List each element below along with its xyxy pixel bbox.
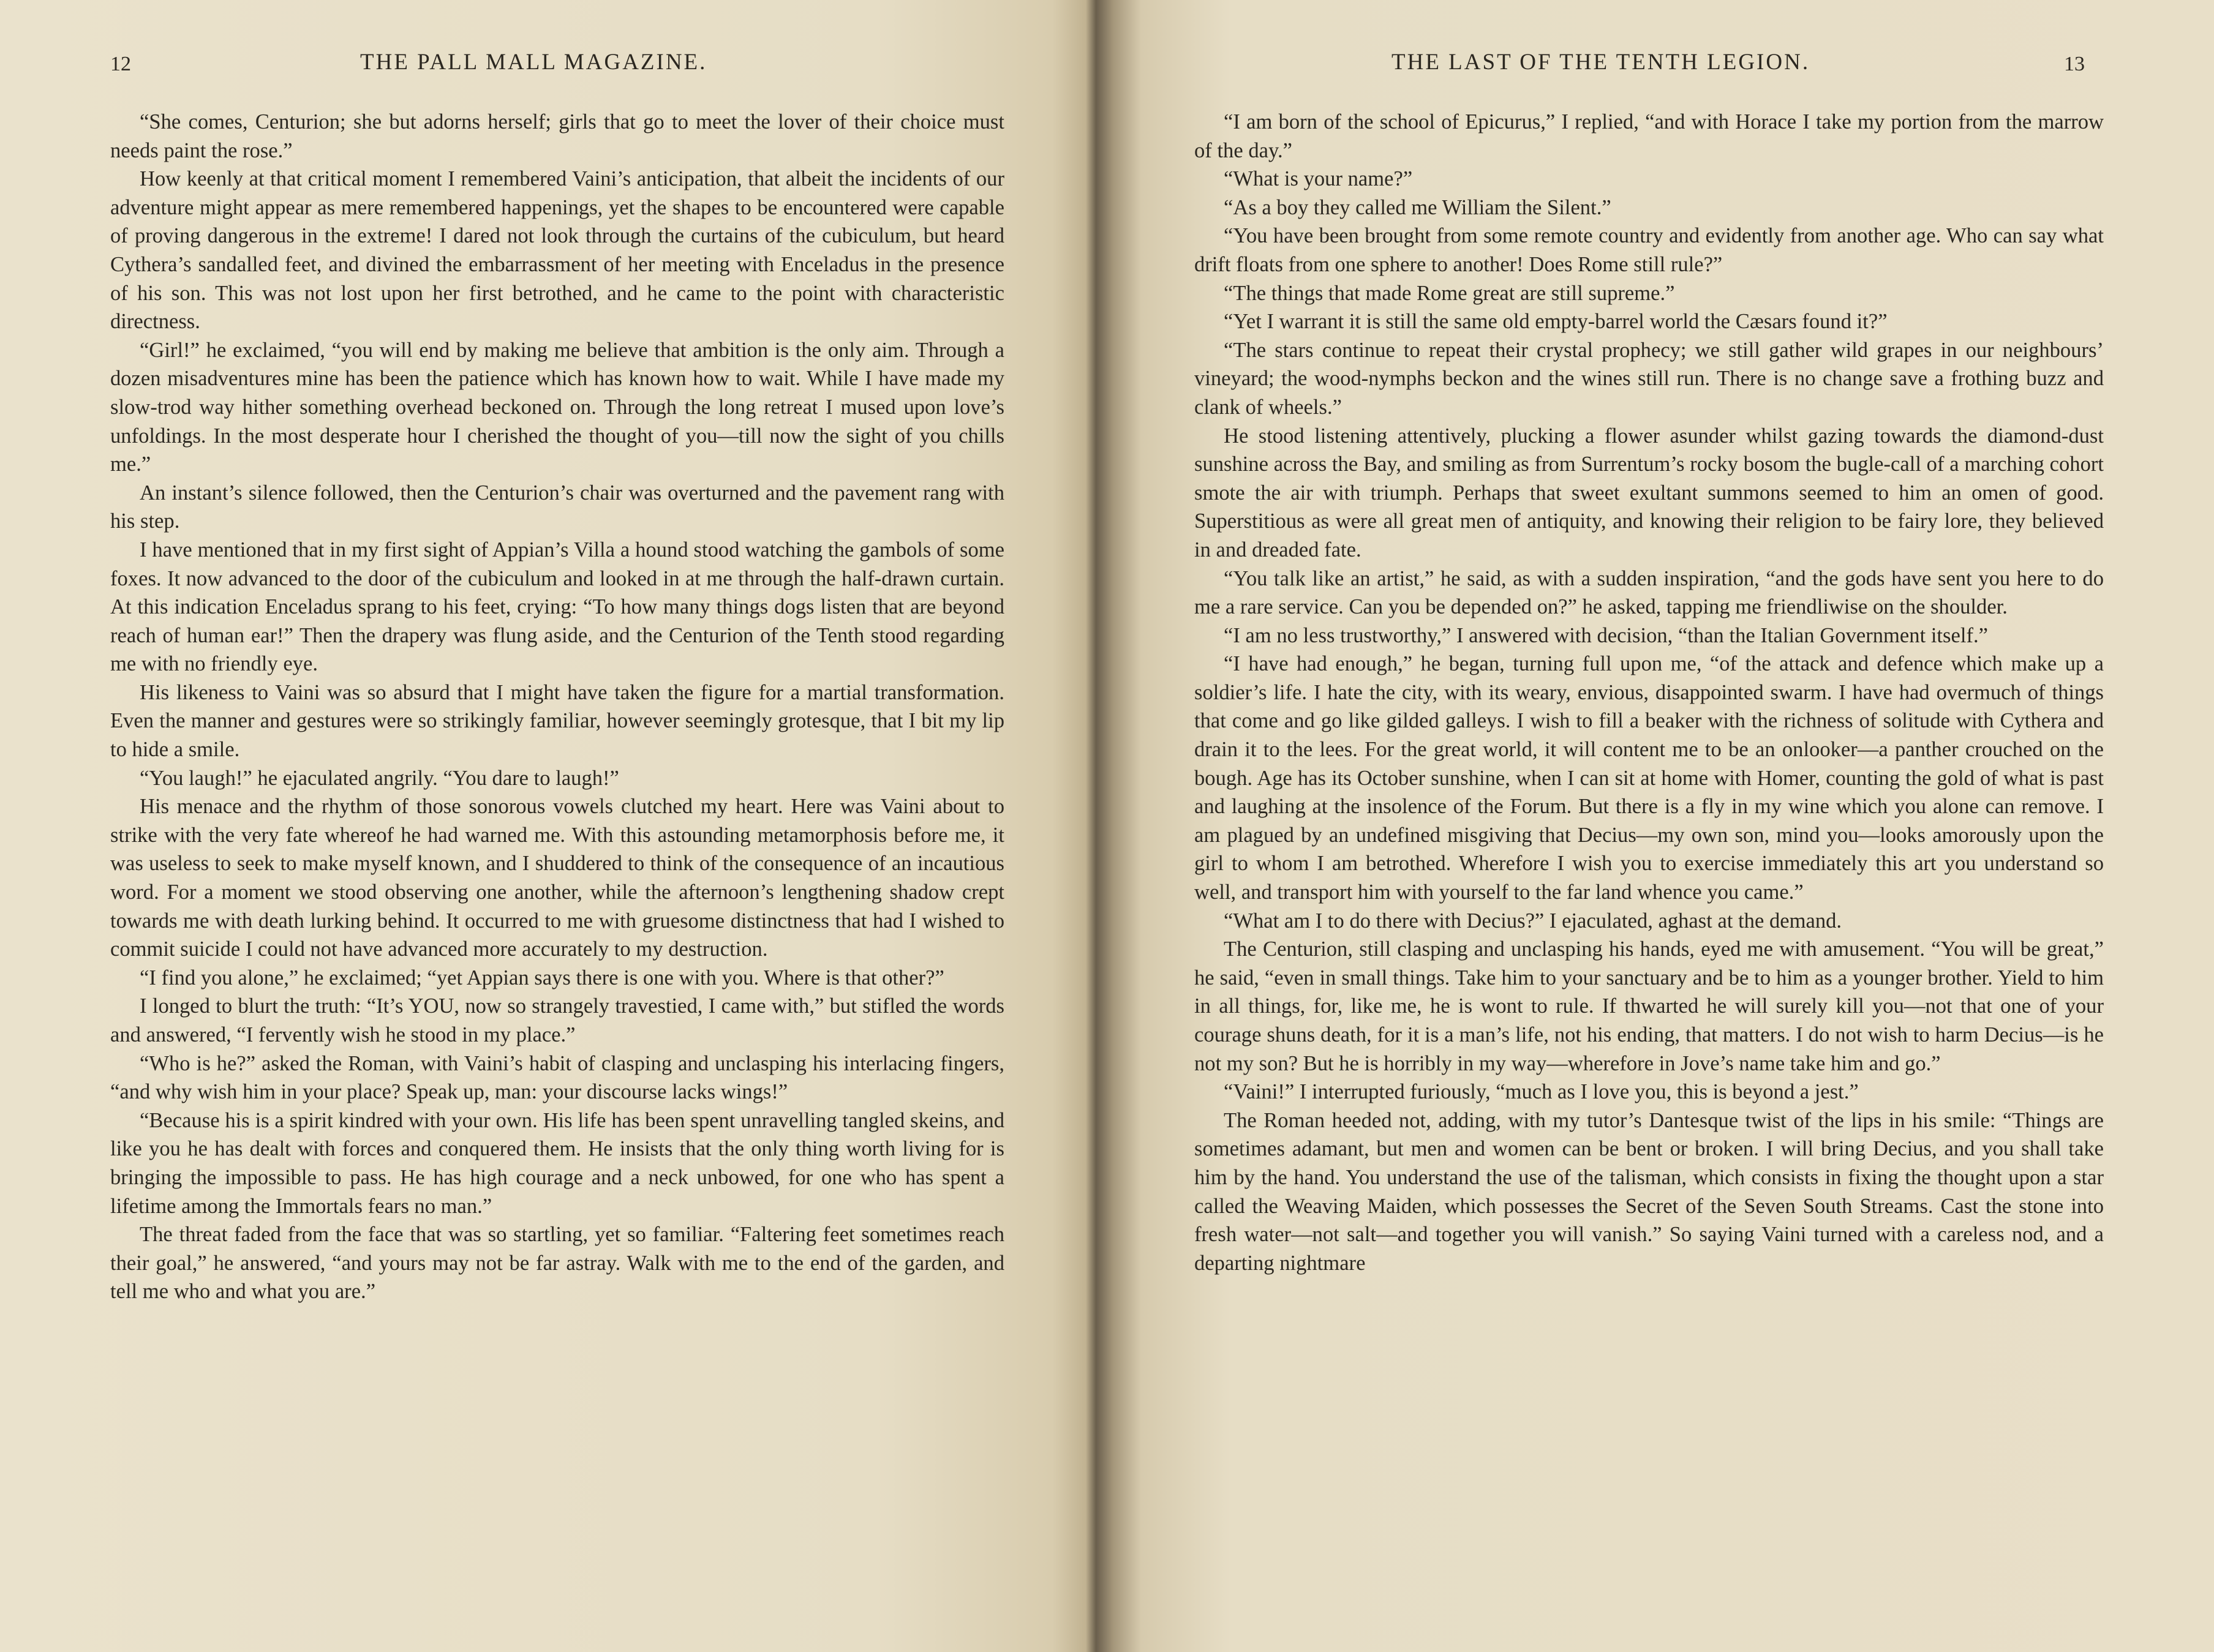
- paragraph: “What am I to do there with Decius?” I ejaculated, aghast at the demand.: [1224, 909, 1842, 933]
- paragraph: The threat faded from the face that was so startling, yet so familiar. “Faltering feet sometimes reach their goal,” he answered, “and yours may not be far astray. Walk with me to the end of the garden, and tell me who and what you are.”: [110, 1223, 1004, 1304]
- paragraph: “I have had enough,” he began, turning full upon me, “of the attack and defence which make up a soldier’s life. I hate the city, with its weary, envious, disappointed swarm. I have had overmuch of things that come and go like gilded galleys. I wish to fill a beaker with the richness of solitude with Cythera and drain it to the lees. For the great world, it will content me to be an onlooker—a panther crouched on the bough. Age has its October sunshine, when I can sit at home with Homer, counting the gold of what is past and laughing at the insolence of the Forum. But there is a fly in my wine which you alone can remove. I am plagued by an undefined misgiving that Decius—my own son, mind you—looks amorously upon the girl to whom I am betrothed. Wherefore I wish you to exercise immediately this art you understand so well, and transport him with yourself to the far land whence you came.”: [1194, 652, 2104, 904]
- paragraph: “I am no less trustworthy,” I answered with decision, “than the Italian Government itself.”: [1224, 623, 1988, 647]
- paragraph: His menace and the rhythm of those sonorous vowels clutched my heart. Here was Vaini about to strike with the very fate whereof he had warned me. With this astounding metamorphosis before me, it was useless to seek to make myself known, and I shuddered to think of the consequence of an incautious word. For a moment we stood observing one another, while the afternoon’s lengthening shadow crept towards me with death lurking behind. It occurred to me with gruesome distinctness that had I wished to commit suicide I could not have advanced more accurately to my destruction.: [110, 795, 1004, 961]
- paragraph: “You have been brought from some remote country and evidently from another age. Who can say what drift floats from one sphere to another! Does Rome still rule?”: [1194, 224, 2104, 276]
- paragraph: His likeness to Vaini was so absurd that I might have taken the figure for a martial transformation. Even the manner and gestures were so strikingly familiar, however seemingly grotesque, that I bit my lip to hide a smile.: [110, 680, 1004, 762]
- paragraph: “Vaini!” I interrupted furiously, “much as I love you, this is beyond a jest.”: [1224, 1080, 1859, 1104]
- paragraph: “Yet I warrant it is still the same old empty-barrel world the Cæsars found it?”: [1224, 310, 1888, 334]
- paragraph: “Because his is a spirit kindred with your own. His life has been spent unravelling tangled skeins, and like you he has dealt with forces and conquered them. He insists that the only thing worth living for is bringing the impossible to pass. He has high courage and a neck unbowed, for one who has spent a lifetime among the Immortals fears no man.”: [110, 1108, 1004, 1218]
- paragraph: I longed to blurt the truth: “It’s YOU, now so strangely travestied, I came with,” but stifled the words and answered, “I fervently wish he stood in my place.”: [110, 994, 1004, 1046]
- right-text-block: [1194, 108, 2104, 1277]
- paragraph: “Girl!” he exclaimed, “you will end by making me believe that ambition is the only aim. Through a dozen misadventures mine has been the patience which has known how to wait. While I have made my slow-trod way hither something overhead beckoned on. Through the long retreat I mused upon love’s unfoldings. In the most desperate hour I cherished the thought of you—till now the sight of you chills me.”: [110, 338, 1004, 476]
- running-head: THE LAST OF THE TENTH LEGION.: [1391, 50, 1810, 75]
- left-page: [0, 0, 1096, 1652]
- paragraph: “She comes, Centurion; she but adorns herself; girls that go to meet the lover of their choice must needs paint the rose.”: [110, 110, 1004, 162]
- paragraph: “What is your name?”: [1224, 167, 1413, 191]
- paragraph: “The things that made Rome great are still supreme.”: [1224, 281, 1675, 305]
- paragraph: I have mentioned that in my first sight of Appian’s Villa a hound stood watching the gambols of some foxes. It now advanced to the door of the cubiculum and looked in at me through the half-drawn curtain. At this indication Enceladus sprang to his feet, crying: “To how many things dogs listen that are beyond reach of human ear!” Then the drapery was flung aside, and the Centurion of the Tenth stood regarding me with no friendly eye.: [110, 538, 1004, 676]
- paragraph: How keenly at that critical moment I remembered Vaini’s anticipation, that albeit the incidents of our adventure might appear as mere remembered happenings, yet the shapes to be encountered were capable of proving dangerous in the extreme! I dared not look through the curtains of the cubiculum, but heard Cythera’s sandalled feet, and divined the embarrassment of her meeting with Enceladus in the presence of his son. This was not lost upon her first betrothed, and he came to the point with characteristic directness.: [110, 167, 1004, 334]
- paragraph: He stood listening attentively, plucking a flower asunder whilst gazing towards the diamond-dust sunshine across the Bay, and smiling as from Surrentum’s rocky bosom the bugle-call of a marching cohort smote the air with triumph. Perhaps that sweet exultant summons seemed to him an omen of good. Superstitious as were all great men of antiquity, and knowing their religion to be fairy lore, they believed in and dreaded fate.: [1194, 424, 2104, 561]
- page-number: 12: [110, 53, 131, 75]
- paragraph: The Roman heeded not, adding, with my tutor’s Dantesque twist of the lips in his smile: “Things are sometimes adamant, but men and women can be bent or broken. I will bring Decius, and you shall take him by the hand. You understand the use of the talisman, which consists in fixing the thought upon a star called the Weaving Maiden, which possesses the Secret of the Seven South Streams. Cast the stone into fresh water—not salt—and together you will vanish.” So saying Vaini turned with a careless nod, and a departing nightmare: [1194, 1108, 2104, 1275]
- paragraph: “As a boy they called me William the Silent.”: [1224, 195, 1611, 219]
- paragraph: “Who is he?” asked the Roman, with Vaini’s habit of clasping and unclasping his interlacing fingers, “and why wish him in your place? Speak up, man: your discourse lacks wings!”: [110, 1051, 1004, 1104]
- page-number: 13: [2064, 53, 2085, 75]
- running-head: THE PALL MALL MAGAZINE.: [360, 50, 707, 75]
- paragraph: “I am born of the school of Epicurus,” I replied, “and with Horace I take my portion from the marrow of the day.”: [1194, 110, 2104, 162]
- paragraph: “The stars continue to repeat their crystal prophecy; we still gather wild grapes in our neighbours’ vineyard; the wood-nymphs beckon and the wines still run. There is no change save a frothing buzz and clank of wheels.”: [1194, 338, 2104, 419]
- right-page: [1096, 0, 2214, 1652]
- paragraph: “I find you alone,” he exclaimed; “yet Appian says there is one with you. Where is that other?”: [140, 966, 944, 989]
- paragraph: “You talk like an artist,” he said, as with a sudden inspiration, “and the gods have sent you here to do me a rare service. Can you be depended on?” he asked, tapping me friendliwise on the shoulder.: [1194, 566, 2104, 619]
- paragraph: An instant’s silence followed, then the Centurion’s chair was overturned and the pavement rang with his step.: [110, 481, 1004, 533]
- paragraph: “You laugh!” he ejaculated angrily. “You dare to laugh!”: [140, 766, 619, 790]
- left-text-block: [110, 108, 1004, 1306]
- paragraph: The Centurion, still clasping and unclasping his hands, eyed me with amusement. “You will be great,” he said, “even in small things. Take him to your sanctuary and be to him as a younger brother. Yield to him in all things, for, like me, he is wont to rule. If thwarted he will surely kill you—not that one of your courage shuns death, for it is a man’s life, not his ending, that matters. I do not wish to harm Decius—is he not my son? But he is horribly in my way—wherefore in Jove’s name take him and go.”: [1194, 937, 2104, 1075]
